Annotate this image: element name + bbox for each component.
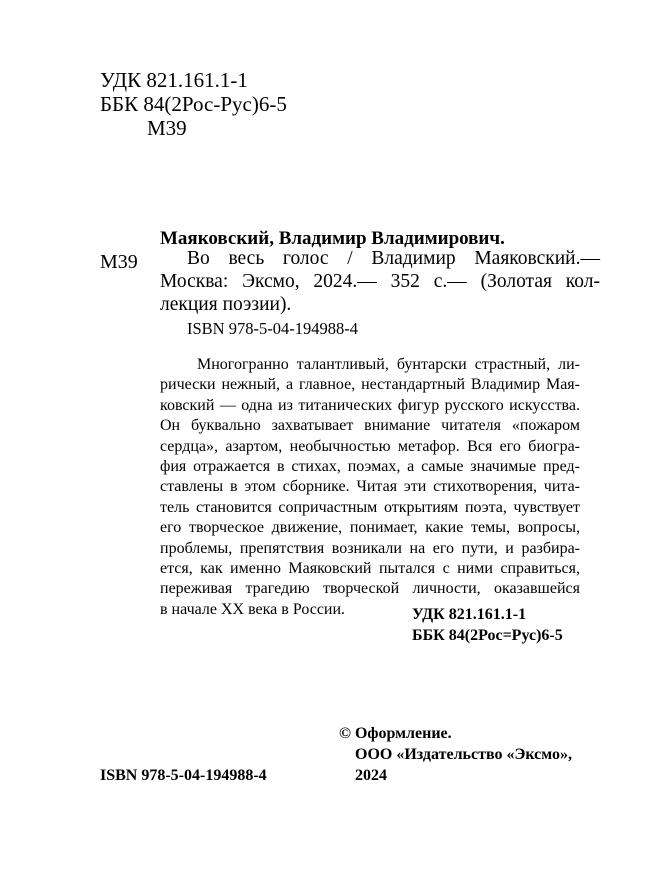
author-code: М39 <box>100 251 138 273</box>
footer-copyright-line-2: ООО «Издательство «Эксмо», <box>355 746 572 763</box>
annotation-line: сердца», азартом, необычностью метафор. Вся его биогра- <box>160 437 580 455</box>
header-bbk: ББК 84(2Рос-Рус)6-5 <box>100 92 287 116</box>
header-code: М39 <box>147 116 187 140</box>
footer-isbn: ISBN 978-5-04-194988-4 <box>100 767 267 784</box>
record-isbn: ISBN 978-5-04-194988-4 <box>187 319 358 338</box>
annotation <box>160 355 580 620</box>
classification-bbk: ББК 84(2Рос=Рус)6-5 <box>412 627 563 644</box>
annotation-line: Многогранно талантливый, бунтарски страстный, ли- <box>197 356 580 373</box>
annotation-line: ется, как именно Маяковский пытался с ними справиться, <box>160 560 580 578</box>
annotation-line: фия отражается в стихах, поэмах, а самые значимые пред- <box>160 458 580 476</box>
footer-copyright-line-1: © Оформление. <box>339 725 452 742</box>
annotation-line: ставлены в этом сборнике. Читая эти стихотворения, чита- <box>160 478 580 496</box>
annotation-line: Он буквально захватывает внимание читателя «пожаром <box>160 417 580 435</box>
annotation-line: ковский — одна из титанических фигур русского искусства. <box>160 396 580 414</box>
annotation-line: тель становится сопричастным открытиям поэта, чувствует <box>160 498 580 516</box>
annotation-line: его творческое движение, понимает, какие темы, вопросы, <box>160 519 580 537</box>
classification-udk: УДК 821.161.1-1 <box>412 606 527 623</box>
author-name: Маяковский, Владимир Владимирович. <box>160 228 505 249</box>
biblio-line: Москва: Эксмо, 2024.— 352 с.— (Золотая кол- <box>160 271 600 292</box>
annotation-line: проблемы, препятствия возникали на его пути, и разбира- <box>160 539 580 557</box>
footer-copyright-line-3: 2024 <box>355 767 387 784</box>
biblio-line: лекция поэзии). <box>160 294 292 315</box>
annotation-line: переживая трагедию творческой личности, оказавшейся <box>160 580 580 598</box>
annotation-line: рически нежный, а главное, нестандартный Владимир Мая- <box>160 376 580 394</box>
bibliographic-description <box>160 247 600 316</box>
annotation-line: в начале XX века в России. <box>160 600 346 618</box>
biblio-line: Во весь голос / Владимир Маяковский.— <box>187 248 600 269</box>
header-udk: УДК 821.161.1-1 <box>100 68 248 92</box>
